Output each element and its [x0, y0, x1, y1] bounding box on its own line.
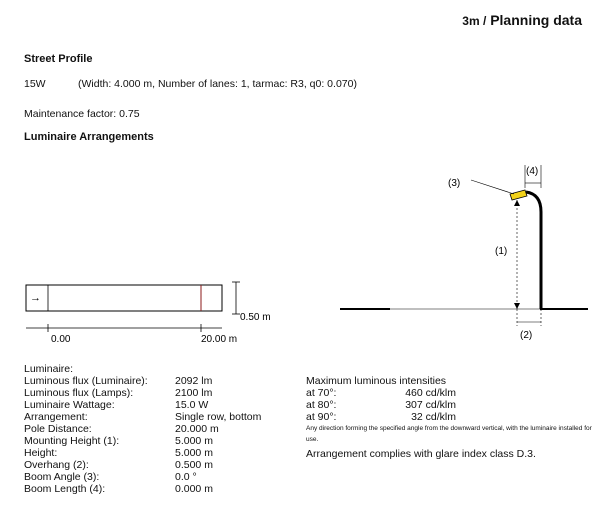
street-profile-details: (Width: 4.000 m, Number of lanes: 1, tarmac: R3, q0: 0.070) [78, 78, 357, 90]
parameter-key: Arrangement: [24, 411, 88, 423]
parameter-value: 5.000 m [175, 435, 213, 447]
parameter-row [24, 459, 261, 471]
road-outline [26, 285, 222, 311]
parameter-key: Mounting Height (1): [24, 435, 120, 447]
page-title [0, 12, 582, 28]
parameter-list [24, 375, 261, 495]
parameter-row [24, 387, 261, 399]
maintenance-factor: Maintenance factor: 0.75 [24, 108, 140, 120]
intensities-heading: Maximum luminous intensities [306, 375, 447, 387]
pole [526, 192, 541, 309]
glare-compliance: Arrangement complies with glare index class D.3. [306, 448, 536, 460]
parameter-value: 0.500 m [175, 459, 213, 471]
parameter-row [24, 375, 261, 387]
length-end-label: 20.00 m [201, 334, 238, 345]
luminaire-head [510, 190, 527, 200]
luminaire-heading: Luminaire: [24, 363, 74, 375]
label-boom-angle: (3) [448, 178, 461, 189]
label-mounting-height: (1) [495, 246, 508, 257]
boom-angle-leader [471, 180, 514, 194]
parameter-row [306, 387, 596, 399]
parameter-row [24, 483, 261, 495]
intensity-list [306, 387, 596, 423]
mounting-height-arrow-bottom [514, 303, 520, 309]
parameter-key: at 90°: [306, 411, 337, 423]
parameter-value: 15.0 W [175, 399, 209, 411]
title-text: Planning data [490, 12, 582, 28]
side-view-diagram [330, 150, 600, 345]
parameter-value: 20.000 m [175, 423, 219, 435]
parameter-row [306, 411, 596, 423]
parameter-value: 2100 lm [175, 387, 213, 399]
parameter-key: at 70°: [306, 387, 337, 399]
street-profile-code: 15W [24, 78, 46, 90]
parameter-key: Luminaire Wattage: [24, 399, 115, 411]
plan-diagram [0, 270, 300, 350]
street-profile-heading: Street Profile [24, 53, 93, 65]
luminaire-parameters [24, 363, 261, 495]
parameter-key: at 80°: [306, 399, 337, 411]
width-label: 0.50 m [240, 312, 271, 323]
parameter-row [24, 471, 261, 483]
parameter-key: Overhang (2): [24, 459, 89, 471]
parameter-value: 307 cd/klm [405, 399, 456, 411]
parameter-key: Boom Length (4): [24, 483, 106, 495]
parameter-row [24, 447, 261, 459]
parameter-value: 32 cd/klm [411, 411, 456, 423]
parameter-value: 5.000 m [175, 447, 213, 459]
label-boom-length: (4) [526, 166, 539, 177]
direction-arrow-icon: → [30, 292, 41, 304]
label-overhang: (2) [520, 330, 533, 341]
parameter-value: 2092 lm [175, 375, 213, 387]
parameter-row [306, 399, 596, 411]
intensity-note: Any direction forming the specified angle from the downward vertical, with the luminaire installed for use. [306, 425, 592, 443]
parameter-value: 0.0 ° [175, 471, 197, 483]
parameter-row [24, 435, 261, 447]
parameter-key: Luminous flux (Lamps): [24, 387, 134, 399]
luminaire-arrangements-heading: Luminaire Arrangements [24, 131, 154, 143]
parameter-key: Height: [24, 447, 58, 459]
length-start-label: 0.00 [51, 334, 71, 345]
parameter-value: 460 cd/klm [405, 387, 456, 399]
title-prefix: 3m / [462, 14, 487, 28]
parameter-key: Luminous flux (Luminaire): [24, 375, 148, 387]
mounting-height-arrow-top [514, 200, 520, 206]
parameter-value: 0.000 m [175, 483, 213, 495]
luminous-intensities [306, 375, 596, 460]
parameter-row [24, 399, 261, 411]
parameter-key: Pole Distance: [24, 423, 92, 435]
parameter-value: Single row, bottom [175, 411, 262, 423]
parameter-row [24, 423, 261, 435]
parameter-row [24, 411, 261, 423]
parameter-key: Boom Angle (3): [24, 471, 100, 483]
